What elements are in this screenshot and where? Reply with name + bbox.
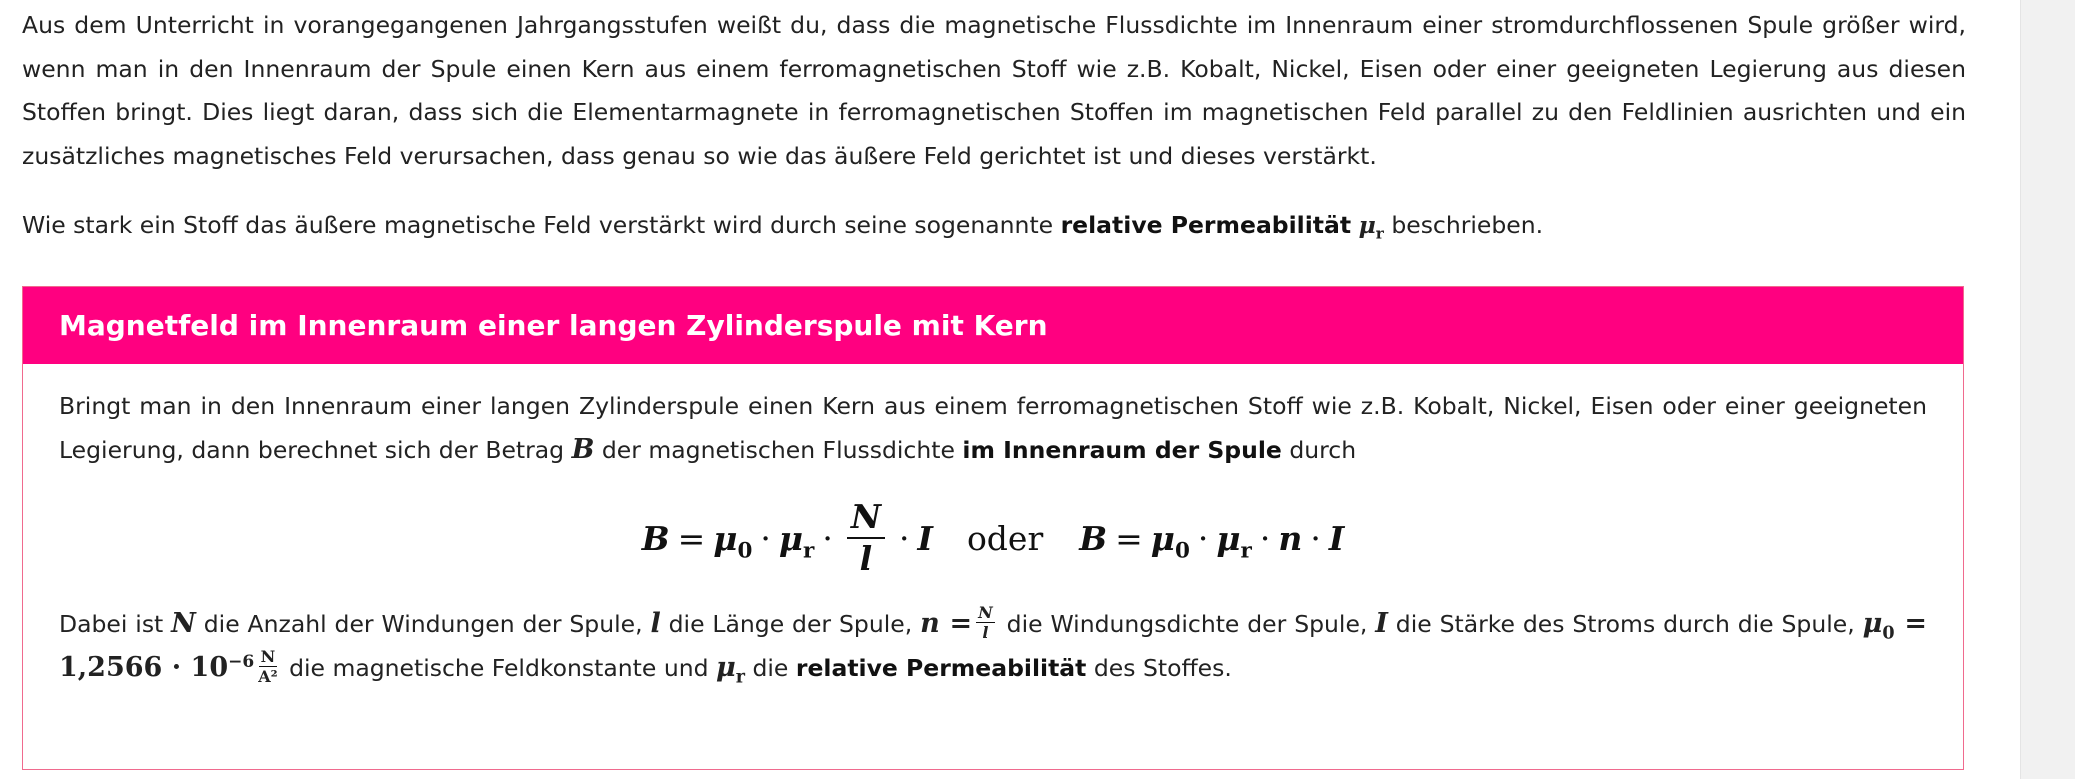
permeability-text-start: Wie stark ein Stoff das äußere magnetische Feld verstärkt wird durch seine sogenannte xyxy=(22,211,1061,239)
mu0-exponent: −6 xyxy=(228,652,255,673)
box-p1-mid: der magnetischen Flussdichte xyxy=(594,436,963,464)
formula-mu0-alt-sub: 0 xyxy=(1174,538,1190,564)
formula-dot: · xyxy=(1259,518,1271,558)
p2-text: Dabei ist xyxy=(59,610,172,638)
n-fraction-num: N xyxy=(978,602,993,622)
box-paragraph-1 xyxy=(59,384,1927,472)
formula-mu0-alt-glyph: μ xyxy=(1150,518,1175,558)
box-p1-strong: im Innenraum der Spule xyxy=(962,436,1282,464)
mu-subscript: r xyxy=(1375,224,1384,243)
n-fraction xyxy=(976,603,995,642)
p2-text: die Stärke des Stroms durch die Spule, xyxy=(1387,610,1855,638)
l-variable: l xyxy=(650,608,661,639)
n-fraction-den: l xyxy=(982,623,989,642)
p2-text: des Stoffes. xyxy=(1086,654,1232,682)
formula-dot: · xyxy=(822,518,833,558)
permeability-paragraph xyxy=(22,204,1966,248)
formula-mu0-sub: 0 xyxy=(737,538,753,564)
formula-mur-alt xyxy=(1216,518,1252,564)
p2-text: die Anzahl der Windungen der Spule, xyxy=(195,610,651,638)
unit-fraction xyxy=(258,647,277,686)
mu0-glyph: μ xyxy=(1862,608,1883,639)
formula-numerator: N xyxy=(847,499,885,539)
p2-text: die magnetische Feldkonstante und xyxy=(281,654,716,682)
formula-mur-alt-sub: r xyxy=(1240,538,1252,564)
definition-box-body xyxy=(23,364,1963,690)
formula-equals: = xyxy=(677,518,706,558)
formula-mur-alt-glyph: μ xyxy=(1216,518,1241,558)
formula-i: I xyxy=(917,518,933,558)
definition-box-title: Magnetfeld im Innenraum einer langen Zylinderspule mit Kern xyxy=(23,287,1963,364)
n-variable: N xyxy=(171,608,196,639)
mu0-value: = 1,2566 · 10 xyxy=(59,608,1928,683)
formula-b-alt: B xyxy=(1079,518,1108,558)
formula-oder: oder xyxy=(966,518,1044,558)
page-scrollbar[interactable] xyxy=(2020,0,2075,779)
flux-density-formula xyxy=(59,488,1927,588)
formula-mu0 xyxy=(713,518,753,564)
p2-strong: relative Permeabilität xyxy=(795,654,1087,682)
formula-equals: = xyxy=(1115,518,1143,558)
formula-dot: · xyxy=(1310,518,1321,558)
mu-glyph: μ xyxy=(1358,211,1376,239)
mu0-constant xyxy=(1862,608,1895,644)
unit-num: N xyxy=(260,646,276,666)
box-paragraph-2 xyxy=(59,602,1927,690)
permeability-term: relative Permeabilität xyxy=(1060,211,1352,239)
intro-paragraph: Aus dem Unterricht in vorangegangenen Jahrgangsstufen weißt du, dass die magnetische Flussdichte im Innenraum einer stromdurchflossenen Spule größer wird, wenn man in den Innenraum der Spule einen Kern aus einem ferromagnetischen Stoff wie z.B. Kobalt, Nickel, Eisen oder einer geeigneten Legierung aus diesen Stoffen bringt. Dies liegt daran, dass sich die Elementarmagnete in ferromagnetischen Stoffen im magnetischen Feld parallel zu den Feldlinien ausrichten und ein zusätzliches magnetisches Feld verursachen, dass genau so wie das äußere Feld gerichtet ist und dieses verstärkt. xyxy=(22,11,1966,170)
formula-mur xyxy=(778,518,815,564)
p2-text: die xyxy=(745,654,796,682)
formula-mur-glyph: μ xyxy=(778,518,804,558)
definition-box xyxy=(22,286,1964,770)
formula-n: n xyxy=(1278,518,1303,558)
formula-fraction xyxy=(847,496,885,578)
formula-dot: · xyxy=(899,518,910,558)
unit-den: A² xyxy=(258,667,278,686)
p2-text: die Länge der Spule, xyxy=(660,610,921,638)
formula-dot: · xyxy=(760,518,771,558)
mur-glyph: μ xyxy=(716,652,736,683)
formula-mur-sub: r xyxy=(803,538,815,564)
i-variable: I xyxy=(1375,608,1388,639)
formula-mu0-glyph: μ xyxy=(713,518,738,558)
box-p1-end: durch xyxy=(1281,436,1357,464)
n-equals: n = xyxy=(920,608,973,639)
permeability-text-end: beschrieben. xyxy=(1383,211,1544,239)
mu-r-symbol xyxy=(1358,211,1384,243)
p2-text: die Windungsdichte der Spule, xyxy=(998,610,1376,638)
mur-sub: r xyxy=(735,667,746,688)
box-p1-start: Bringt man in den Innenraum einer langen Zylinderspule einen Kern aus einem ferromagnetischen Stoff wie z.B. Kobalt, Nickel, Eisen oder einer geeigneten Legierung, dann berechnet sich der Betrag xyxy=(59,392,1927,464)
mu-r-constant xyxy=(716,652,746,688)
formula-denominator: l xyxy=(859,539,873,578)
b-variable: B xyxy=(571,434,595,465)
formula-mu0-alt xyxy=(1150,518,1190,564)
formula-i-alt: I xyxy=(1328,518,1345,558)
formula-dot: · xyxy=(1197,518,1209,558)
formula-b: B xyxy=(641,518,670,558)
mu0-sub: 0 xyxy=(1882,623,1895,644)
